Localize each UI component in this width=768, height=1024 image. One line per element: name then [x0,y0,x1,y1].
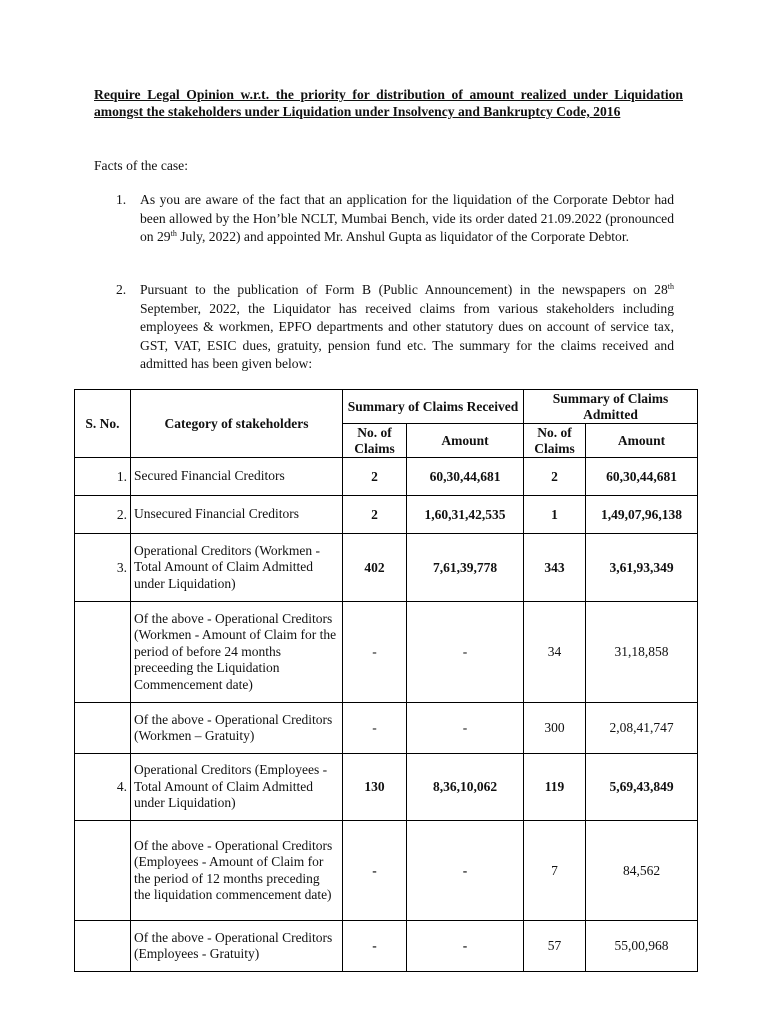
header-received-no-of-claims: No. of Claims [343,424,407,458]
list-text: Pursuant to the publication of Form B (Public Announcement) in the newspapers on 28th September, 2022, the Liquidator has received claims from various stakeholders including employees & workmen, EPFO departments and other statutory dues on account of service tax, GST, VAT, ESIC dues, gratuity, pension fund etc. The summary for the claims received and admitted has been given below: [140,282,674,372]
cell-admitted-amount: 5,69,43,849 [586,754,698,821]
cell-received-no: - [343,821,407,921]
cell-category: Operational Creditors (Workmen - Total Amount of Claim Admitted under Liquidation) [131,534,343,602]
cell-sno [75,703,131,754]
header-category: Category of stakeholders [131,390,343,458]
cell-admitted-amount: 1,49,07,96,138 [586,496,698,534]
cell-admitted-no: 34 [524,602,586,703]
list-number: 1. [116,192,127,207]
cell-admitted-no: 7 [524,821,586,921]
header-claims-admitted: Summary of Claims Admitted [524,390,698,424]
cell-received-no: 402 [343,534,407,602]
table-row [75,602,698,703]
cell-admitted-no: 343 [524,534,586,602]
table-row [75,754,698,821]
cell-received-amount: 7,61,39,778 [407,534,524,602]
cell-received-no: 130 [343,754,407,821]
cell-received-amount: - [407,602,524,703]
facts-heading: Facts of the case: [94,158,188,173]
cell-received-no: - [343,602,407,703]
cell-received-amount: - [407,821,524,921]
cell-sno [75,921,131,972]
document-title: Require Legal Opinion w.r.t. the priority for distribution of amount realized under Liquidation amongst the stakeholders under Liquidation under Insolvency and Bankruptcy Code, 2016 [94,87,683,119]
cell-sno: 3. [75,534,131,602]
cell-category: Of the above - Operational Creditors (Workmen – Gratuity) [131,703,343,754]
cell-admitted-no: 119 [524,754,586,821]
cell-received-amount: - [407,921,524,972]
cell-category: Operational Creditors (Employees - Total Amount of Claim Admitted under Liquidation) [131,754,343,821]
cell-category: Unsecured Financial Creditors [131,496,343,534]
cell-received-amount: - [407,703,524,754]
claims-summary-table [74,389,698,972]
table-row [75,458,698,496]
cell-admitted-no: 57 [524,921,586,972]
list-number: 2. [116,282,127,297]
cell-category: Of the above - Operational Creditors (Employees - Gratuity) [131,921,343,972]
cell-admitted-amount: 55,00,968 [586,921,698,972]
cell-sno: 1. [75,458,131,496]
cell-sno [75,602,131,703]
header-received-amount: Amount [407,424,524,458]
table-row [75,703,698,754]
cell-received-no: - [343,703,407,754]
cell-admitted-amount: 2,08,41,747 [586,703,698,754]
cell-received-no: 2 [343,458,407,496]
cell-sno: 2. [75,496,131,534]
list-text: As you are aware of the fact that an application for the liquidation of the Corporate Debtor had been allowed by the Hon’ble NCLT, Mumbai Bench, vide its order dated 21.09.2022 (pronounced on 29th July, 2022) and appointed Mr. Anshul Gupta as liquidator of the Corporate Debtor. [140,192,674,245]
cell-admitted-no: 300 [524,703,586,754]
cell-admitted-amount: 3,61,93,349 [586,534,698,602]
table-row [75,921,698,972]
cell-received-no: - [343,921,407,972]
cell-category: Of the above - Operational Creditors (Employees - Amount of Claim for the period of 12 months preceding the liquidation commencement date) [131,821,343,921]
header-sno: S. No. [75,390,131,458]
header-admitted-no-of-claims: No. of Claims [524,424,586,458]
cell-admitted-amount: 84,562 [586,821,698,921]
cell-category: Secured Financial Creditors [131,458,343,496]
cell-received-amount: 1,60,31,42,535 [407,496,524,534]
header-claims-received: Summary of Claims Received [343,390,524,424]
cell-admitted-no: 2 [524,458,586,496]
table-row [75,496,698,534]
table-row [75,534,698,602]
cell-admitted-amount: 60,30,44,681 [586,458,698,496]
table-row [75,821,698,921]
cell-received-amount: 60,30,44,681 [407,458,524,496]
cell-received-amount: 8,36,10,062 [407,754,524,821]
header-admitted-amount: Amount [586,424,698,458]
cell-sno [75,821,131,921]
cell-category: Of the above - Operational Creditors (Workmen - Amount of Claim for the period of before 24 months preceeding the Liquidation Commencement date) [131,602,343,703]
cell-admitted-no: 1 [524,496,586,534]
cell-received-no: 2 [343,496,407,534]
cell-sno: 4. [75,754,131,821]
cell-admitted-amount: 31,18,858 [586,602,698,703]
